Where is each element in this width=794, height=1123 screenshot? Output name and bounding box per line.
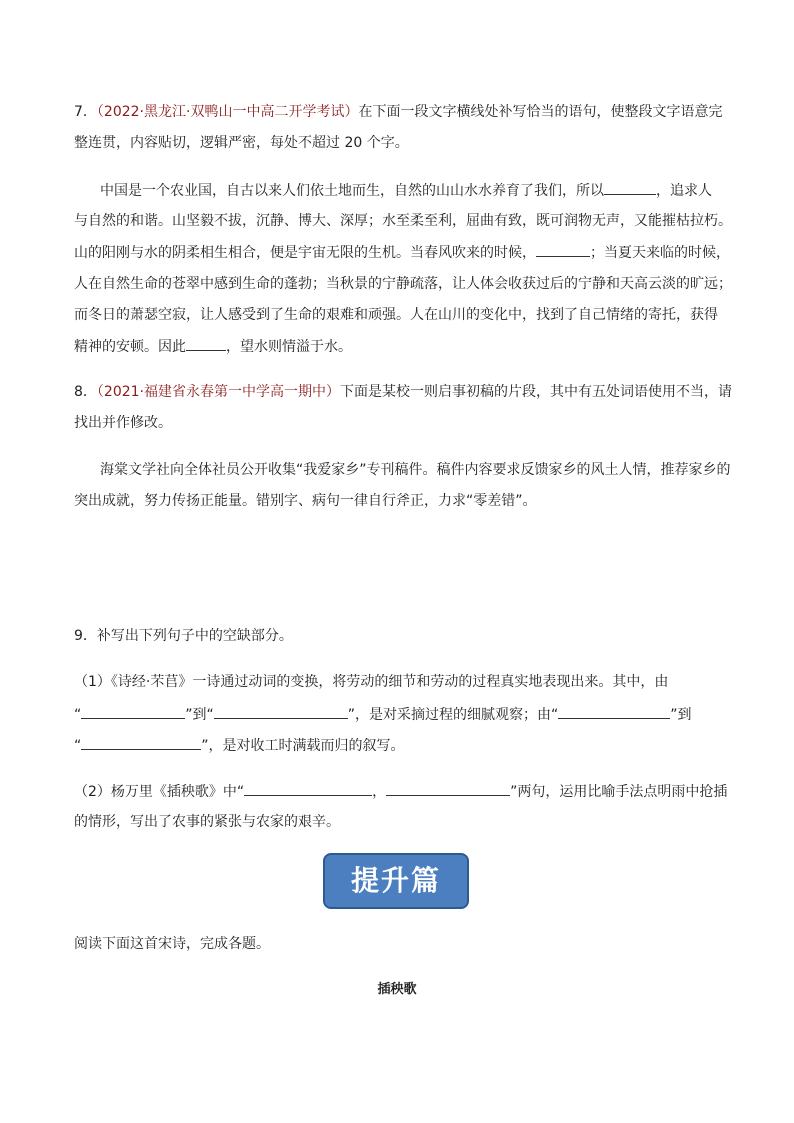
q7-passage-text: ，望水则情溢于水。 xyxy=(226,339,352,355)
q8-line-1 xyxy=(74,382,732,402)
q9-blank-1[interactable] xyxy=(81,704,185,719)
q7-blank-1[interactable] xyxy=(604,180,656,195)
q9-text: ”到“ xyxy=(185,707,214,723)
q9-text: “ xyxy=(74,738,82,754)
q9-text: （2）杨万里《插秧歌》中“ xyxy=(74,784,245,800)
q9-text: ， xyxy=(372,784,387,800)
q7-passage-text: ，追求人 xyxy=(656,183,712,199)
q9-title: 9．补写出下列句子中的空缺部分。 xyxy=(74,628,293,644)
q8-passage-line-2: 突出成就，努力传扬正能量。错别字、病句一律自行斧正，力求“零差错”。 xyxy=(74,493,537,509)
q7-passage-line-1 xyxy=(100,180,712,201)
q9-text: ”到 xyxy=(670,707,692,723)
q7-passage-line-5: 而冬日的萧瑟空寂，让人感受到了生命的艰难和顽强。人在山川的变化中，找到了自己情绪的寄托，获得 xyxy=(74,307,718,323)
q9-text: ”，是对采摘过程的细腻观察；由“ xyxy=(347,707,559,723)
q7-passage-text: 中国是一个农业国，自古以来人们依土地而生，自然的山山水水养育了我们，所以 xyxy=(100,183,604,199)
q9-sub2-line-2: 的情形，写出了农事的紧张与农家的艰辛。 xyxy=(74,814,340,830)
q8-passage-line-1: 海棠文学社向全体社员公开收集“我爱家乡”专刊稿件。稿件内容要求反馈家乡的风土人情，推荐家乡的 xyxy=(100,462,731,478)
q7-blank-2[interactable] xyxy=(536,242,590,257)
q9-blank-5[interactable] xyxy=(244,781,372,796)
q7-passage-text: 精神的安顿。因此 xyxy=(74,339,186,355)
q9-blank-6[interactable] xyxy=(386,781,510,796)
q9-text: ”，是对收工时满载而归的叙写。 xyxy=(201,738,405,754)
q9-text: ”两句，运用比喻手法点明雨中抢插 xyxy=(510,784,728,800)
q9-blank-4[interactable] xyxy=(81,735,201,750)
q9-blank-3[interactable] xyxy=(558,704,670,719)
q9-blank-2[interactable] xyxy=(214,704,348,719)
q7-line-1 xyxy=(74,102,722,122)
poem-title: 插秧歌 xyxy=(377,982,417,997)
q8-line-2: 找出并作修改。 xyxy=(74,415,172,431)
q7-passage-line-6 xyxy=(74,336,352,357)
q7-source: （2022·黑龙江·双鸭山一中高二开学考试） xyxy=(96,104,359,120)
q9-sub2-line-1 xyxy=(74,781,727,802)
q7-line-2: 整连贯，内容贴切，逻辑严密，每处不超过 20 个字。 xyxy=(74,135,409,151)
q7-passage-line-3 xyxy=(74,242,730,263)
q9-text: “ xyxy=(74,707,82,723)
q8-prompt-1: 下面是某校一则启事初稿的片段，其中有五处词语使用不当，请 xyxy=(340,384,733,400)
q8-number: 8． xyxy=(74,384,97,400)
q7-passage-line-4: 人在自然生命的苍翠中感到生命的蓬勃；当秋景的宁静疏落，让人体会收获过后的宁静和天高云淡的旷远； xyxy=(74,276,732,292)
q7-passage-line-2: 与自然的和谐。山坚毅不拔，沉静、博大、深厚；水至柔至利，屈曲有致，既可润物无声，又能摧枯拉朽。 xyxy=(74,213,732,229)
q8-source: （2021·福建省永春第一中学高一期中） xyxy=(96,384,341,400)
q7-prompt-1: 在下面一段文字横线处补写恰当的语句，使整段文字语意完 xyxy=(358,104,723,120)
q9-sub1-line-2 xyxy=(74,704,692,725)
q9-sub1-line-1: （1）《诗经·芣苢》一诗通过动词的变换，将劳动的细节和劳动的过程真实地表现出来。其中，由 xyxy=(74,674,669,690)
advanced-section-button[interactable]: 提升篇 xyxy=(323,853,469,909)
q7-blank-3[interactable] xyxy=(186,336,226,351)
reading-intro: 阅读下面这首宋诗，完成各题。 xyxy=(74,936,270,952)
q7-passage-text: ；当夏天来临的时候， xyxy=(590,245,730,261)
q7-number: 7． xyxy=(74,104,97,120)
q9-sub1-line-3 xyxy=(74,735,405,756)
q7-passage-text: 山的阳刚与水的阴柔相生相合，便是宇宙无限的生机。当春风吹来的时候， xyxy=(74,245,536,261)
